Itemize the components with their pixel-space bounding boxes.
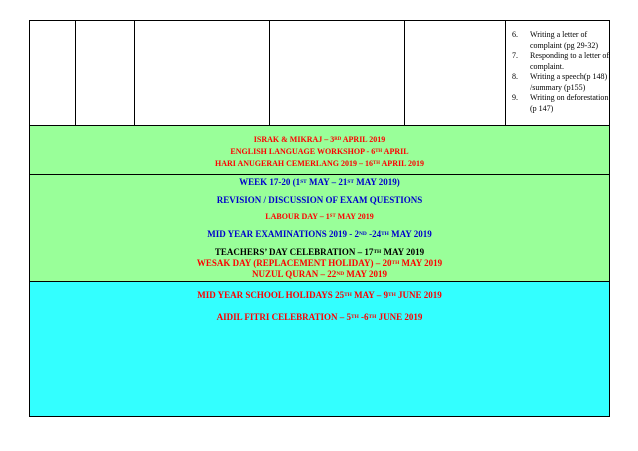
list-item: 6. Writing a letter of complaint (pg 29-32): [512, 30, 598, 50]
table-row-may-events: [30, 174, 609, 281]
english-workshop-line: ENGLISH LANGUAGE WORKSHOP - 6TH APRIL: [230, 147, 409, 156]
list-item: 7. Responding to a letter of complaint.: [512, 51, 610, 71]
nuzul-quran-line: NUZUL QURAN – 22ND MAY 2019: [252, 269, 387, 279]
table-cell-4: [270, 21, 405, 125]
table-row-holidays: [30, 281, 609, 416]
activities-list: [512, 30, 612, 114]
teachers-day-line: TEACHERS’ DAY CELEBRATION – 17TH MAY 2019: [214, 247, 425, 257]
list-item: 8. Writing a speech(p 148) /summary (p155): [512, 72, 608, 92]
wesak-day-line: WESAK DAY (REPLACEMENT HOLIDAY) – 20TH MAY 2019: [196, 258, 443, 268]
list-item: 9. Writing on deforestation (p 147): [512, 93, 609, 113]
table-row-april-events: [30, 125, 609, 174]
mid-year-holidays-line: MID YEAR SCHOOL HOLIDAYS 25TH MAY – 9TH JUNE 2019: [197, 290, 442, 300]
mid-year-exam-line: MID YEAR EXAMINATIONS 2019 - 2ND -24TH MAY 2019: [207, 229, 432, 239]
week-line: WEEK 17-20 (1ST MAY – 21ST MAY 2019): [239, 177, 400, 187]
hari-anugerah-line: HARI ANUGERAH CEMERLANG 2019 – 16TH APRIL 2019: [215, 159, 424, 168]
israk-mikraj-line: ISRAK & MIKRAJ – 3RD APRIL 2019: [253, 135, 386, 144]
table-row-activities: [30, 21, 609, 125]
labour-day-line: LABOUR DAY – 1ST MAY 2019: [265, 212, 374, 221]
table-cell-5: [405, 21, 506, 125]
table-cell-1: [30, 21, 76, 125]
table-cell-2: [76, 21, 135, 125]
revision-line: REVISION / DISCUSSION OF EXAM QUESTIONS: [216, 195, 423, 205]
schedule-table: [29, 20, 610, 417]
table-cell-3: [135, 21, 270, 125]
aidil-fitri-line: AIDIL FITRI CELEBRATION – 5TH -6TH JUNE 2019: [216, 312, 423, 322]
